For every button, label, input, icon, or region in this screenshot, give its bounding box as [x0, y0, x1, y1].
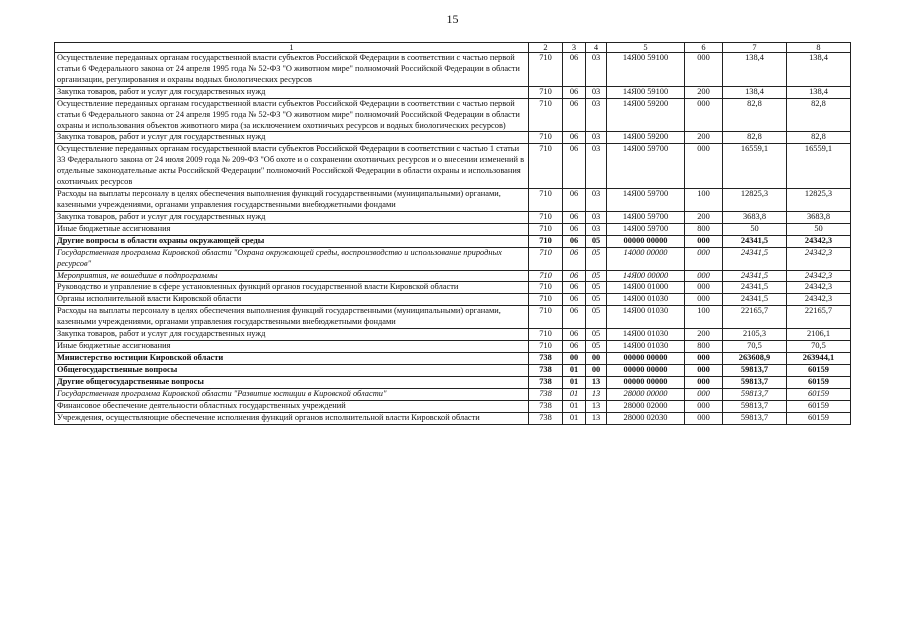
subsection-cell: 03 [586, 132, 607, 144]
amount-cell: 12825,3 [787, 189, 851, 212]
item-name-cell: Расходы на выплаты персоналу в целях обеспечения выполнения функций государственными (муниципальными) органами, казенными учреждениями, органами управления государственными внебюджетными фондами [55, 306, 529, 329]
ministry-code-cell: 710 [529, 144, 563, 189]
section-cell: 01 [563, 376, 586, 388]
expense-type-cell: 000 [685, 364, 723, 376]
section-cell: 06 [563, 189, 586, 212]
subsection-cell: 05 [586, 329, 607, 341]
column-header: 6 [685, 43, 723, 53]
amount-cell: 16559,1 [723, 144, 787, 189]
expense-type-cell: 100 [685, 189, 723, 212]
amount-cell: 24342,3 [787, 294, 851, 306]
table-row [55, 98, 851, 132]
section-cell: 06 [563, 247, 586, 270]
budget-table [54, 42, 851, 425]
ministry-code-cell: 738 [529, 412, 563, 424]
ministry-code-cell: 710 [529, 282, 563, 294]
amount-cell: 24342,3 [787, 270, 851, 282]
section-cell: 06 [563, 341, 586, 353]
amount-cell: 24341,5 [723, 235, 787, 247]
amount-cell: 82,8 [787, 98, 851, 132]
subsection-cell: 03 [586, 189, 607, 212]
expense-type-cell: 000 [685, 412, 723, 424]
target-article-cell: 28000 00000 [607, 388, 685, 400]
item-name-cell: Министерство юстиции Кировской области [55, 352, 529, 364]
ministry-code-cell: 738 [529, 376, 563, 388]
subsection-cell: 03 [586, 211, 607, 223]
expense-type-cell: 000 [685, 282, 723, 294]
section-cell: 01 [563, 388, 586, 400]
amount-cell: 60159 [787, 388, 851, 400]
table-row [55, 282, 851, 294]
table-row [55, 329, 851, 341]
table-row [55, 235, 851, 247]
table-body [55, 53, 851, 425]
column-header: 1 [55, 43, 529, 53]
amount-cell: 60159 [787, 364, 851, 376]
table-row [55, 144, 851, 189]
expense-type-cell: 000 [685, 235, 723, 247]
target-article-cell: 14Я00 01030 [607, 294, 685, 306]
subsection-cell: 05 [586, 282, 607, 294]
expense-type-cell: 000 [685, 270, 723, 282]
section-cell: 01 [563, 412, 586, 424]
item-name-cell: Другие вопросы в области охраны окружающей среды [55, 235, 529, 247]
subsection-cell: 05 [586, 294, 607, 306]
amount-cell: 82,8 [723, 132, 787, 144]
target-article-cell: 00000 00000 [607, 235, 685, 247]
expense-type-cell: 000 [685, 247, 723, 270]
amount-cell: 59813,7 [723, 400, 787, 412]
column-header: 8 [787, 43, 851, 53]
amount-cell: 16559,1 [787, 144, 851, 189]
table-row [55, 189, 851, 212]
subsection-cell: 05 [586, 306, 607, 329]
target-article-cell: 14Я00 01030 [607, 329, 685, 341]
target-article-cell: 14Я00 01000 [607, 282, 685, 294]
subsection-cell: 00 [586, 352, 607, 364]
subsection-cell: 03 [586, 144, 607, 189]
ministry-code-cell: 738 [529, 400, 563, 412]
expense-type-cell: 000 [685, 294, 723, 306]
item-name-cell: Иные бюджетные ассигнования [55, 223, 529, 235]
amount-cell: 82,8 [787, 132, 851, 144]
ministry-code-cell: 710 [529, 247, 563, 270]
section-cell: 06 [563, 329, 586, 341]
target-article-cell: 28000 02000 [607, 400, 685, 412]
amount-cell: 263944,1 [787, 352, 851, 364]
table-row [55, 53, 851, 87]
amount-cell: 24341,5 [723, 282, 787, 294]
target-article-cell: 14Я00 01030 [607, 341, 685, 353]
amount-cell: 22165,7 [787, 306, 851, 329]
item-name-cell: Закупка товаров, работ и услуг для государственных нужд [55, 86, 529, 98]
table-row [55, 211, 851, 223]
expense-type-cell: 200 [685, 329, 723, 341]
column-header: 4 [586, 43, 607, 53]
item-name-cell: Закупка товаров, работ и услуг для государственных нужд [55, 211, 529, 223]
ministry-code-cell: 710 [529, 86, 563, 98]
ministry-code-cell: 710 [529, 306, 563, 329]
section-cell: 00 [563, 352, 586, 364]
subsection-cell: 00 [586, 364, 607, 376]
ministry-code-cell: 710 [529, 98, 563, 132]
section-cell: 06 [563, 223, 586, 235]
amount-cell: 59813,7 [723, 364, 787, 376]
target-article-cell: 14Я00 59200 [607, 98, 685, 132]
column-header: 3 [563, 43, 586, 53]
target-article-cell: 14Я00 59700 [607, 189, 685, 212]
item-name-cell: Другие общегосударственные вопросы [55, 376, 529, 388]
amount-cell: 138,4 [723, 86, 787, 98]
amount-cell: 2106,1 [787, 329, 851, 341]
subsection-cell: 05 [586, 270, 607, 282]
item-name-cell: Закупка товаров, работ и услуг для государственных нужд [55, 132, 529, 144]
table-row [55, 376, 851, 388]
item-name-cell: Осуществление переданных органам государственной власти субъектов Российской Федерации в соответствии с частью 1 статьи 33 Федерального закона от 24 июля 2009 года № 209-ФЗ "Об охоте и о сохранении охотничьих ресурсов и о внесении изменений в отдельные законодательные акты Российской Федерации" полномочий Российской Федерации в области охраны и использования охотничьих ресурсов [55, 144, 529, 189]
amount-cell: 59813,7 [723, 376, 787, 388]
table-row [55, 306, 851, 329]
subsection-cell: 13 [586, 388, 607, 400]
target-article-cell: 14Я00 59200 [607, 132, 685, 144]
item-name-cell: Мероприятия, не вошедшие в подпрограммы [55, 270, 529, 282]
expense-type-cell: 000 [685, 352, 723, 364]
amount-cell: 50 [787, 223, 851, 235]
ministry-code-cell: 710 [529, 53, 563, 87]
section-cell: 06 [563, 270, 586, 282]
ministry-code-cell: 738 [529, 388, 563, 400]
item-name-cell: Общегосударственные вопросы [55, 364, 529, 376]
target-article-cell: 14Я00 59700 [607, 211, 685, 223]
section-cell: 06 [563, 211, 586, 223]
item-name-cell: Органы исполнительной власти Кировской области [55, 294, 529, 306]
ministry-code-cell: 710 [529, 235, 563, 247]
subsection-cell: 05 [586, 235, 607, 247]
ministry-code-cell: 710 [529, 329, 563, 341]
target-article-cell: 14Я00 59100 [607, 86, 685, 98]
table-row [55, 352, 851, 364]
column-header: 7 [723, 43, 787, 53]
table-row [55, 247, 851, 270]
subsection-cell: 05 [586, 341, 607, 353]
section-cell: 06 [563, 144, 586, 189]
amount-cell: 24341,5 [723, 294, 787, 306]
item-name-cell: Финансовое обеспечение деятельности областных государственных учреждений [55, 400, 529, 412]
target-article-cell: 28000 02030 [607, 412, 685, 424]
item-name-cell: Руководство и управление в сфере установленных функций органов государственной власти Кировской области [55, 282, 529, 294]
subsection-cell: 05 [586, 247, 607, 270]
amount-cell: 60159 [787, 412, 851, 424]
expense-type-cell: 000 [685, 376, 723, 388]
ministry-code-cell: 710 [529, 270, 563, 282]
ministry-code-cell: 710 [529, 341, 563, 353]
target-article-cell: 14Я00 00000 [607, 270, 685, 282]
amount-cell: 24341,5 [723, 270, 787, 282]
table-row [55, 294, 851, 306]
item-name-cell: Расходы на выплаты персоналу в целях обеспечения выполнения функций государственными (муниципальными) органами, казенными учреждениями, органами управления государственными внебюджетными фондами [55, 189, 529, 212]
section-cell: 01 [563, 400, 586, 412]
amount-cell: 70,5 [787, 341, 851, 353]
subsection-cell: 03 [586, 98, 607, 132]
amount-cell: 138,4 [787, 53, 851, 87]
amount-cell: 24342,3 [787, 247, 851, 270]
amount-cell: 3683,8 [723, 211, 787, 223]
ministry-code-cell: 710 [529, 223, 563, 235]
amount-cell: 138,4 [787, 86, 851, 98]
section-cell: 06 [563, 132, 586, 144]
amount-cell: 59813,7 [723, 388, 787, 400]
page-number: 15 [446, 12, 459, 26]
section-cell: 06 [563, 86, 586, 98]
item-name-cell: Осуществление переданных органам государственной власти субъектов Российской Федерации в соответствии с частью первой статьи 6 Федерального закона от 24 апреля 1995 года № 52-ФЗ "О животном мире" полномочий Российской Федерации в области охраны и использования объектов животного мира (за исключением охотничьих ресурсов и водных биологических ресурсов) [55, 98, 529, 132]
ministry-code-cell: 710 [529, 294, 563, 306]
table-row [55, 412, 851, 424]
table-row [55, 388, 851, 400]
section-cell: 06 [563, 306, 586, 329]
expense-type-cell: 000 [685, 144, 723, 189]
item-name-cell: Иные бюджетные ассигнования [55, 341, 529, 353]
table-header-row [55, 43, 851, 53]
target-article-cell: 14000 00000 [607, 247, 685, 270]
expense-type-cell: 000 [685, 400, 723, 412]
amount-cell: 60159 [787, 400, 851, 412]
amount-cell: 2105,3 [723, 329, 787, 341]
item-name-cell: Государственная программа Кировской области "Охрана окружающей среды, воспроизводство и использование природных ресурсов" [55, 247, 529, 270]
amount-cell: 263608,9 [723, 352, 787, 364]
amount-cell: 60159 [787, 376, 851, 388]
amount-cell: 82,8 [723, 98, 787, 132]
table-row [55, 400, 851, 412]
item-name-cell: Осуществление переданных органам государственной власти субъектов Российской Федерации в соответствии с частью первой статьи 6 Федерального закона от 24 апреля 1995 года № 52-ФЗ "О животном мире" полномочий Российской Федерации в области организации, регулирования и охраны водных биологических ресурсов [55, 53, 529, 87]
section-cell: 06 [563, 98, 586, 132]
amount-cell: 59813,7 [723, 412, 787, 424]
table-row [55, 364, 851, 376]
table-row [55, 223, 851, 235]
subsection-cell: 13 [586, 376, 607, 388]
ministry-code-cell: 710 [529, 132, 563, 144]
target-article-cell: 00000 00000 [607, 376, 685, 388]
table-row [55, 132, 851, 144]
amount-cell: 22165,7 [723, 306, 787, 329]
expense-type-cell: 000 [685, 53, 723, 87]
column-header: 5 [607, 43, 685, 53]
amount-cell: 24342,3 [787, 235, 851, 247]
column-header: 2 [529, 43, 563, 53]
target-article-cell: 00000 00000 [607, 364, 685, 376]
section-cell: 01 [563, 364, 586, 376]
item-name-cell: Государственная программа Кировской области "Развитие юстиции в Кировской области" [55, 388, 529, 400]
subsection-cell: 03 [586, 223, 607, 235]
expense-type-cell: 200 [685, 132, 723, 144]
table-row [55, 86, 851, 98]
table-row [55, 270, 851, 282]
subsection-cell: 03 [586, 86, 607, 98]
table-row [55, 341, 851, 353]
target-article-cell: 14Я00 01030 [607, 306, 685, 329]
expense-type-cell: 200 [685, 86, 723, 98]
subsection-cell: 03 [586, 53, 607, 87]
subsection-cell: 13 [586, 412, 607, 424]
item-name-cell: Закупка товаров, работ и услуг для государственных нужд [55, 329, 529, 341]
expense-type-cell: 800 [685, 223, 723, 235]
amount-cell: 3683,8 [787, 211, 851, 223]
target-article-cell: 00000 00000 [607, 352, 685, 364]
section-cell: 06 [563, 53, 586, 87]
target-article-cell: 14Я00 59700 [607, 144, 685, 189]
amount-cell: 12825,3 [723, 189, 787, 212]
expense-type-cell: 000 [685, 98, 723, 132]
expense-type-cell: 800 [685, 341, 723, 353]
amount-cell: 24342,3 [787, 282, 851, 294]
amount-cell: 70,5 [723, 341, 787, 353]
ministry-code-cell: 738 [529, 352, 563, 364]
amount-cell: 50 [723, 223, 787, 235]
subsection-cell: 13 [586, 400, 607, 412]
ministry-code-cell: 710 [529, 211, 563, 223]
ministry-code-cell: 738 [529, 364, 563, 376]
section-cell: 06 [563, 235, 586, 247]
expense-type-cell: 100 [685, 306, 723, 329]
item-name-cell: Учреждения, осуществляющие обеспечение исполнения функций органов исполнительной власти Кировской области [55, 412, 529, 424]
ministry-code-cell: 710 [529, 189, 563, 212]
amount-cell: 138,4 [723, 53, 787, 87]
target-article-cell: 14Я00 59700 [607, 223, 685, 235]
target-article-cell: 14Я00 59100 [607, 53, 685, 87]
expense-type-cell: 200 [685, 211, 723, 223]
section-cell: 06 [563, 294, 586, 306]
section-cell: 06 [563, 282, 586, 294]
amount-cell: 24341,5 [723, 247, 787, 270]
expense-type-cell: 000 [685, 388, 723, 400]
